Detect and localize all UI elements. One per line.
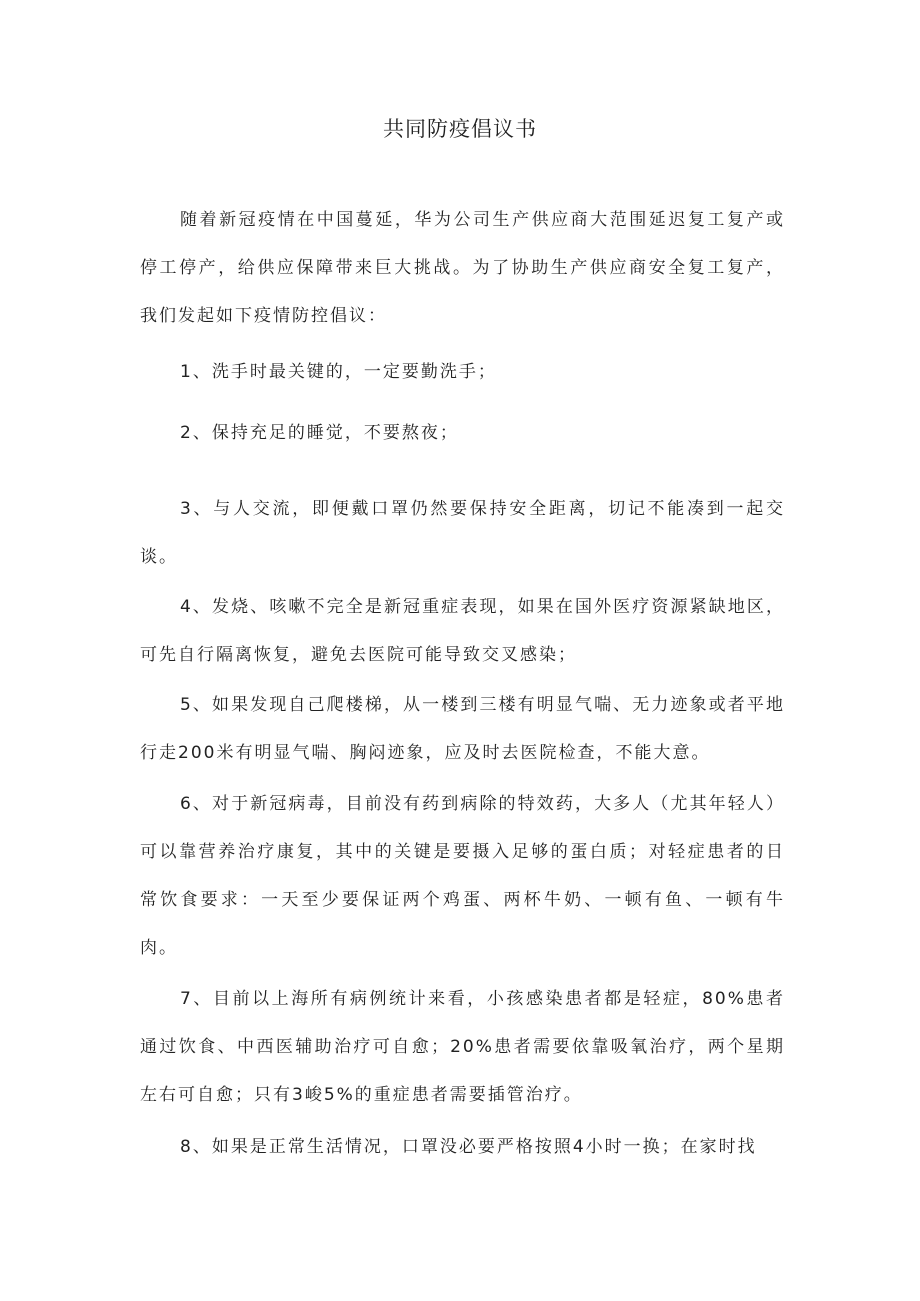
document-title: 共同防疫倡议书 <box>383 117 537 141</box>
item-paragraph-1: 1、洗手时最关键的，一定要勤洗手； <box>180 362 497 382</box>
item-paragraph-5: 5、如果发现自己爬楼梯，从一楼到三楼有明显气喘、无力迹象或者平地行走200米有明显气喘、胸闷迹象，应及时去医院检查，不能大意。 <box>140 695 785 763</box>
intro-paragraph: 随着新冠疫情在中国蔓延，华为公司生产供应商大范围延迟复工复产或停工停产，给供应保障带来巨大挑战。为了协助生产供应商安全复工复产，我们发起如下疫情防控倡议： <box>140 210 785 326</box>
item-paragraph-7: 7、目前以上海所有病例统计来看，小孩感染患者都是轻症，80%患者通过饮食、中西医辅助治疗可自愈；20%患者需要依靠吸氧治疗，两个星期左右可自愈；只有3峻5%的重症患者需要插管治疗。 <box>140 989 785 1105</box>
item-paragraph-4: 4、发烧、咳嗽不完全是新冠重症表现，如果在国外医疗资源紧缺地区，可先自行隔离恢复，避免去医院可能导致交叉感染； <box>140 597 785 665</box>
item-paragraph-6: 6、对于新冠病毒，目前没有药到病除的特效药，大多人（尤其年轻人）可以靠营养治疗康复，其中的关键是要摄入足够的蛋白质；对轻症患者的日常饮食要求：一天至少要保证两个鸡蛋、两杯牛奶、一顿有鱼、一顿有牛肉。 <box>140 794 785 958</box>
item-paragraph-2: 2、保持充足的睡觉，不要熬夜； <box>180 423 459 443</box>
item-paragraph-3: 3、与人交流，即便戴口罩仍然要保持安全距离，切记不能凑到一起交谈。 <box>140 499 785 567</box>
item-paragraph-8: 8、如果是正常生活情况，口罩没必要严格按照4小时一换；在家时找 <box>180 1137 757 1157</box>
